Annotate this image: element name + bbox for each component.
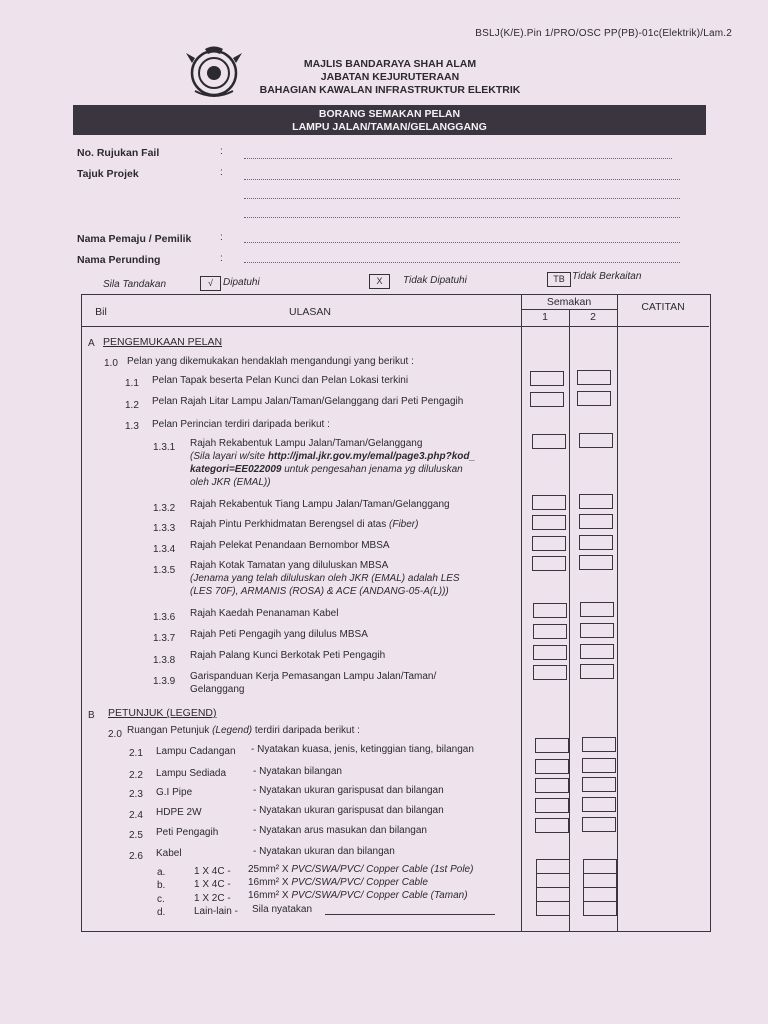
check-box-2[interactable] (577, 391, 611, 406)
cable-desc (248, 864, 473, 875)
legend-item-name: Lampu Sediada (156, 768, 227, 779)
col-divider (521, 294, 522, 931)
cable-letter: c. (157, 894, 165, 905)
item-note: (LES 70F), ARMANIS (ROSA) & ACE (ANDANG-05-A(L))) (190, 586, 449, 597)
text: 25mm² X (248, 864, 289, 875)
semakan-col-1: 1 (542, 311, 548, 323)
item-number: 2.0 (108, 729, 122, 740)
cable-letter: d. (157, 907, 166, 918)
item-text: Rajah Pelekat Penandaan Bernombor MBSA (190, 540, 390, 551)
legend-item-desc: - Nyatakan ukuran dan bilangan (253, 846, 395, 857)
check-box-1[interactable] (533, 645, 567, 660)
text: 16mm² X (248, 877, 289, 888)
colon: : (220, 167, 223, 178)
text: 16mm² X (248, 890, 289, 901)
col-divider (569, 309, 570, 931)
check-box-2[interactable] (580, 644, 614, 659)
check-box-1[interactable] (535, 818, 569, 833)
text-italic: PVC/SWA/PVC/ Copper Cable (Taman) (288, 890, 468, 901)
emal-category-code: kategori=EE022009 (190, 464, 282, 475)
item-text: Rajah Rekabentuk Lampu Jalan/Taman/Gelanggang (190, 438, 423, 449)
check-box-2[interactable] (583, 887, 617, 902)
check-box-1[interactable] (533, 624, 567, 639)
cable-spec: 1 X 4C - (194, 866, 231, 877)
tb-legend-box: TB (547, 272, 571, 287)
legend-intro: Sila Tandakan (103, 279, 167, 290)
text-italic: PVC/SWA/PVC/ Copper Cable (288, 877, 428, 888)
item-number: 1.3.9 (153, 676, 176, 687)
item-number: 1.3.2 (153, 503, 176, 514)
check-box-1[interactable] (532, 556, 566, 571)
cable-desc (248, 877, 428, 888)
cable-letter: b. (157, 880, 166, 891)
item-number: 1.3.6 (153, 612, 176, 623)
section-letter: A (88, 338, 95, 349)
file-reference-field[interactable] (244, 158, 672, 159)
legend-item-name: Peti Pengagih (156, 827, 219, 838)
item-text: Rajah Rekabentuk Tiang Lampu Jalan/Taman/Gelanggang (190, 499, 450, 510)
check-box-2[interactable] (579, 555, 613, 570)
item-text: Rajah Peti Pengagih yang dilulus MBSA (190, 629, 368, 640)
colon: : (220, 146, 223, 157)
item-text: Rajah Kaedah Penanaman Kabel (190, 608, 339, 619)
note-text: (Sila layari w/site (190, 451, 268, 462)
legend-item-desc: - Nyatakan ukuran garispusat dan bilangan (253, 805, 444, 816)
header-divider (81, 326, 709, 327)
check-box-2[interactable] (580, 664, 614, 679)
consultant-label: Nama Perunding (77, 254, 161, 266)
check-box-2[interactable] (582, 817, 616, 832)
check-box-1[interactable] (535, 778, 569, 793)
semakan-header: Semakan (546, 296, 592, 308)
check-box-2[interactable] (579, 514, 613, 529)
developer-label: Nama Pemaju / Pemilik (77, 233, 192, 245)
item-text: Gelanggang (190, 684, 245, 695)
item-text (190, 519, 418, 530)
item-number: 1.3.4 (153, 544, 176, 555)
tick-legend-box: √ (200, 276, 221, 291)
note-text: untuk pengesahan jenama yg diluluskan (281, 464, 463, 475)
item-text: Rajah Palang Kunci Berkotak Peti Pengagih (190, 650, 386, 661)
check-box-2[interactable] (582, 737, 616, 752)
section-b-title: PETUNJUK (LEGEND) (108, 707, 217, 719)
text: terdiri daripada berikut : (252, 725, 360, 736)
form-reference: BSLJ(K/E).Pin 1/PRO/OSC PP(PB)-01c(Elektrik)/Lam.2 (475, 28, 732, 39)
check-box-1[interactable] (536, 859, 570, 874)
check-box-2[interactable] (582, 758, 616, 773)
item-number: 2.6 (129, 851, 143, 862)
item-note (190, 464, 463, 475)
check-box-1[interactable] (532, 495, 566, 510)
item-number: 1.3.1 (153, 442, 176, 453)
text-italic: (Fiber) (386, 519, 419, 530)
developer-field[interactable] (244, 242, 680, 243)
item-note (190, 451, 475, 462)
check-box-2[interactable] (582, 777, 616, 792)
cable-letter: a. (157, 867, 166, 878)
legend-item-desc: - Nyatakan ukuran garispusat dan bilangan (253, 785, 444, 796)
legend-item-name: G.I Pipe (156, 787, 193, 798)
check-box-2[interactable] (583, 901, 617, 916)
check-box-1[interactable] (535, 759, 569, 774)
cable-spec: Lain-lain - (194, 906, 238, 917)
item-number: 2.4 (129, 810, 143, 821)
check-box-2[interactable] (583, 873, 617, 888)
department-name: JABATAN KEJURUTERAAN (320, 71, 460, 83)
cable-desc (248, 890, 468, 901)
cross-legend-box: X (369, 274, 390, 289)
cable-desc: Sila nyatakan (252, 904, 313, 915)
legend-item-desc: - Nyatakan kuasa, jenis, ketinggian tiang, bilangan (251, 744, 474, 755)
section-a-title: PENGEMUKAAN PELAN (103, 336, 223, 348)
text: Ruangan Petunjuk (127, 725, 210, 736)
check-box-1[interactable] (535, 798, 569, 813)
item-text: Pelan Rajah Litar Lampu Jalan/Taman/Gelanggang dari Peti Pengagih (152, 396, 464, 407)
project-title-field-3[interactable] (244, 217, 680, 218)
colon: : (220, 253, 223, 264)
council-name: MAJLIS BANDARAYA SHAH ALAM (303, 58, 477, 70)
item-note: (Jenama yang telah diluluskan oleh JKR (EMAL) adalah LES (190, 573, 460, 584)
text-italic: PVC/SWA/PVC/ Copper Cable (1st Pole) (288, 864, 474, 875)
not-applicable-label: Tidak Berkaitan (572, 271, 642, 282)
check-box-2[interactable] (582, 797, 616, 812)
row-divider (521, 309, 617, 310)
item-number: 2.2 (129, 770, 143, 781)
check-box-1[interactable] (536, 887, 570, 902)
check-box-1[interactable] (532, 434, 566, 449)
complied-label: Dipatuhi (223, 277, 260, 288)
colon: : (220, 232, 223, 243)
item-number: 2.5 (129, 830, 143, 841)
section-letter: B (88, 710, 95, 721)
item-number: 1.2 (125, 400, 139, 411)
check-box-1[interactable] (533, 665, 567, 680)
check-box-1[interactable] (532, 515, 566, 530)
item-number: 1.3.3 (153, 523, 176, 534)
ulasan-header: ULASAN (288, 306, 331, 318)
form-title-banner (73, 105, 706, 135)
item-text: Garispanduan Kerja Pemasangan Lampu Jalan/Taman/ (190, 671, 437, 682)
division-name: BAHAGIAN KAWALAN INFRASTRUKTUR ELEKTRIK (259, 84, 521, 96)
check-box-2[interactable] (580, 602, 614, 617)
item-text: Pelan Tapak beserta Pelan Kunci dan Pelan Lokasi terkini (152, 375, 409, 386)
item-number: 2.3 (129, 789, 143, 800)
item-number: 2.1 (129, 748, 143, 759)
project-title-field-1[interactable] (244, 179, 680, 180)
item-number: 1.1 (125, 378, 139, 389)
check-box-1[interactable] (536, 901, 570, 916)
item-number: 1.3 (125, 421, 139, 432)
item-text (127, 725, 360, 736)
form-title-line2: LAMPU JALAN/TAMAN/GELANGGANG (292, 121, 487, 133)
mbsa-crest-logo (183, 45, 245, 99)
form-title-line1: BORANG SEMAKAN PELAN (318, 108, 461, 120)
check-box-2[interactable] (580, 623, 614, 638)
check-box-2[interactable] (579, 535, 613, 550)
item-text: Pelan yang dikemukakan hendaklah mengandungi yang berikut : (127, 356, 414, 367)
item-number: 1.3.5 (153, 565, 176, 576)
check-box-1[interactable] (530, 371, 564, 386)
check-box-2[interactable] (579, 433, 613, 448)
cable-spec: 1 X 4C - (194, 879, 231, 890)
text-italic: (Legend) (209, 725, 253, 736)
text: Rajah Pintu Perkhidmatan Berengsel di atas (190, 519, 387, 530)
col-divider (617, 294, 618, 931)
not-complied-label: Tidak Dipatuhi (403, 275, 467, 286)
bil-header: Bil (95, 306, 107, 318)
check-box-2[interactable] (583, 859, 617, 874)
project-title-label: Tajuk Projek (77, 168, 139, 180)
item-text: Pelan Perincian terdiri daripada berikut : (152, 419, 330, 430)
catitan-header: CATITAN (641, 301, 685, 313)
check-box-1[interactable] (536, 873, 570, 888)
legend-item-name: Kabel (156, 848, 182, 859)
file-reference-label: No. Rujukan Fail (77, 147, 160, 159)
item-text: Rajah Kotak Tamatan yang diluluskan MBSA (190, 560, 389, 571)
item-number: 1.3.8 (153, 655, 176, 666)
check-box-2[interactable] (577, 370, 611, 385)
check-box-2[interactable] (579, 494, 613, 509)
other-cable-input[interactable] (325, 914, 495, 915)
project-title-field-2[interactable] (244, 198, 680, 199)
check-box-1[interactable] (530, 392, 564, 407)
check-box-1[interactable] (533, 603, 567, 618)
legend-item-desc: - Nyatakan arus masukan dan bilangan (253, 825, 427, 836)
item-note: oleh JKR (EMAL)) (190, 477, 271, 488)
legend-item-name: HDPE 2W (156, 807, 202, 818)
consultant-field[interactable] (244, 262, 680, 263)
check-box-1[interactable] (532, 536, 566, 551)
check-box-1[interactable] (535, 738, 569, 753)
semakan-col-2: 2 (590, 311, 596, 323)
legend-item-desc: - Nyatakan bilangan (253, 766, 342, 777)
legend-item-name: Lampu Cadangan (156, 746, 236, 757)
emal-url-link[interactable]: http://jmal.jkr.gov.my/emal/page3.php?kod_ (267, 451, 476, 462)
cable-spec: 1 X 2C - (194, 893, 231, 904)
item-number: 1.3.7 (153, 633, 176, 644)
item-number: 1.0 (104, 358, 118, 369)
